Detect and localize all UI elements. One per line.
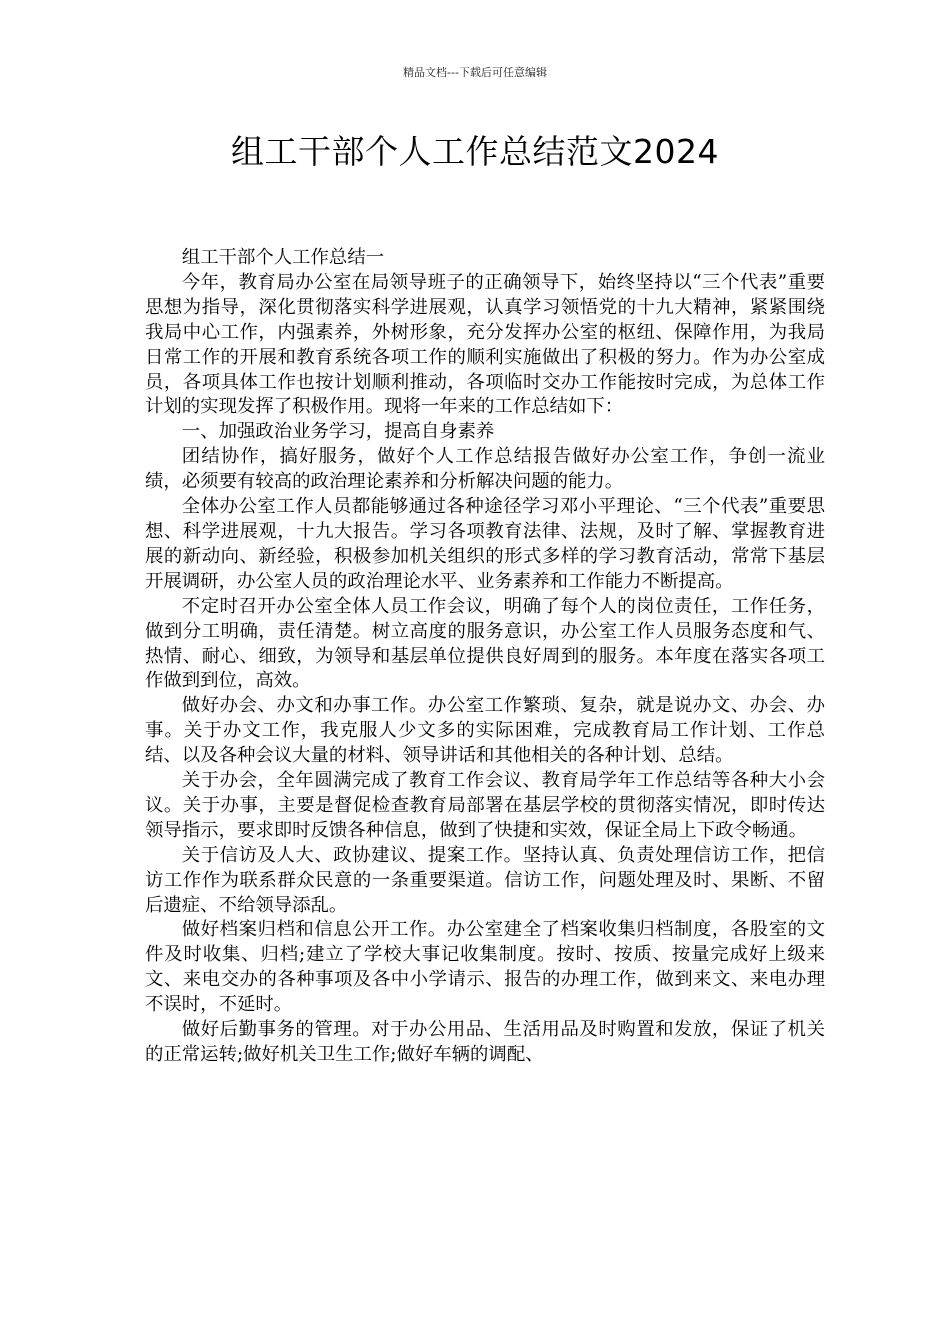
body-paragraph: 今年，教育局办公室在局领导班子的正确领导下，始终坚持以“三个代表”重要思想为指导，深化贯彻落实科学进展观，认真学习领悟党的十九大精神，紧紧围绕我局中心工作，内强素养，外树形象，充分发挥办公室的枢纽、保障作用，为我局日常工作的开展和教育系统各项工作的顺利实施做出了积极的努力。作为办公室成员，各项具体工作也按计划顺利推动，各项临时交办工作能按时完成，为总体工作计划的实现发挥了积极作用。现将一年来的工作总结如下： [145,271,825,418]
body-paragraph: 做好办会、办文和办事工作。办公室工作繁琐、复杂，就是说办文、办会、办事。关于办文工作，我克服人少文多的实际困难，完成教育局工作计划、工作总结、以及各种会议大量的材料、领导讲话和其他相关的各种计划、总结。 [145,695,825,767]
section-heading: 组工干部个人工作总结一 [181,247,385,268]
body-paragraph: 团结协作，搞好服务，做好个人工作总结报告做好办公室工作，争创一流业绩，必须要有较高的政治理论素养和分析解决问题的能力。 [145,446,825,493]
header-note: 精品文档---下载后可任意编辑 [403,66,547,79]
body-paragraph: 做好后勤事务的管理。对于办公用品、生活用品及时购置和发放，保证了机关的正常运转;做好机关卫生工作;做好车辆的调配、 [145,1019,825,1065]
body-paragraph: 做好档案归档和信息公开工作。办公室建全了档案收集归档制度，各股室的文件及时收集、归档;建立了学校大事记收集制度。按时、按质、按量完成好上级来文、来电交办的各种事项及各中小学请示、报告的办理工作，做到来文、来电办理不误时，不延时。 [145,919,825,1016]
document-title: 组工干部个人工作总结范文2024 [231,132,719,171]
document-body [145,246,825,1068]
body-paragraph: 不定时召开办公室全体人员工作会议，明确了每个人的岗位责任，工作任务，做到分工明确，责任清楚。树立高度的服务意识，办公室工作人员服务态度和气、热情、耐心、细致，为领导和基层单位提供良好周到的服务。本年度在落实各项工作做到到位，高效。 [145,595,825,692]
body-paragraph: 关于信访及人大、政协建议、提案工作。坚持认真、负责处理信访工作，把信访工作作为联系群众民意的一条重要渠道。信访工作，问题处理及时、果断、不留后遗症、不给领导添乱。 [145,844,825,916]
body-paragraph: 全体办公室工作人员都能够通过各种途径学习邓小平理论、“三个代表”重要思想、科学进展观，十九大报告。学习各项教育法律、法规，及时了解、掌握教育进展的新动向、新经验，积极参加机关组织的形式多样的学习教育活动，常常下基层开展调研，办公室人员的政治理论水平、业务素养和工作能力不断提高。 [145,496,825,592]
section-heading: 一、加强政治业务学习，提高自身素养 [181,421,495,443]
body-paragraph: 关于办会，全年圆满完成了教育工作会议、教育局学年工作总结等各种大小会议。关于办事，主要是督促检查教育局部署在基层学校的贯彻落实情况，即时传达领导指示，要求即时反馈各种信息，做到了快捷和实效，保证全局上下政令畅通。 [145,770,825,841]
